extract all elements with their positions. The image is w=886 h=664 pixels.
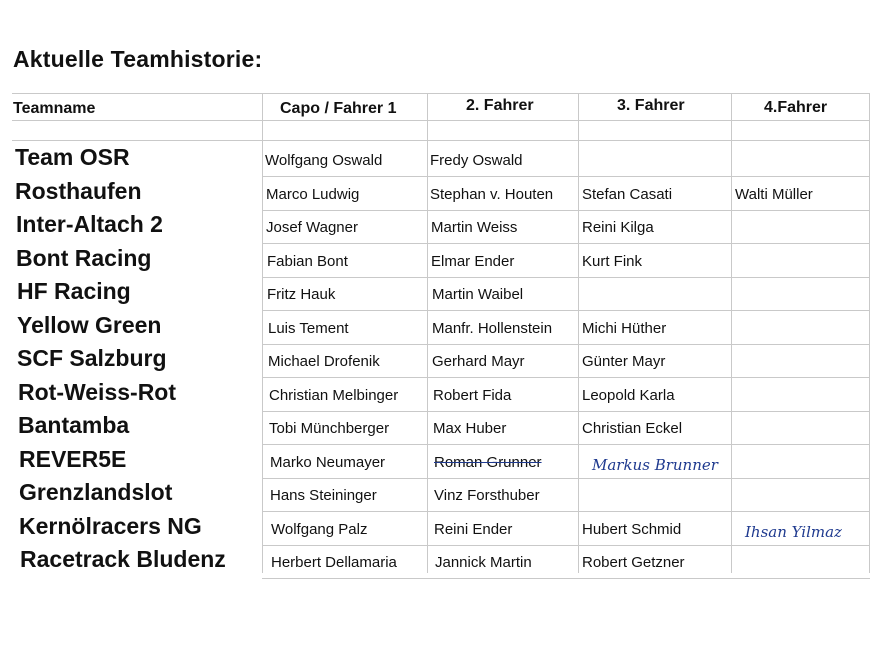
table-row bbox=[0, 414, 886, 447]
table-row bbox=[0, 448, 886, 481]
team-name: SCF Salzburg bbox=[17, 345, 167, 371]
team-name: Team OSR bbox=[15, 144, 130, 170]
driver-3-cell: Kurt Fink bbox=[582, 253, 643, 270]
team-name: Grenzlandslot bbox=[19, 479, 173, 505]
driver-1-cell: Marko Neumayer bbox=[270, 454, 386, 471]
header-fahrer-3: 3. Fahrer bbox=[617, 97, 685, 114]
driver-2-cell: Vinz Forsthuber bbox=[434, 487, 540, 504]
driver-3-cell: Reini Kilga bbox=[582, 219, 654, 236]
table-row bbox=[0, 180, 886, 213]
driver-1-cell: Fritz Hauk bbox=[267, 286, 336, 303]
driver-1-cell: Fabian Bont bbox=[267, 253, 348, 270]
driver-1-cell: Josef Wagner bbox=[266, 219, 358, 236]
driver-2-cell: Gerhard Mayr bbox=[432, 353, 525, 370]
driver-2-cell: Manfr. Hollenstein bbox=[432, 320, 553, 337]
driver-3-cell: Günter Mayr bbox=[582, 353, 666, 370]
driver-3-cell: Robert Getzner bbox=[582, 554, 685, 571]
driver-1-cell: Wolfgang Palz bbox=[271, 521, 368, 538]
table-row bbox=[0, 314, 886, 347]
driver-1-cell: Wolfgang Oswald bbox=[265, 152, 383, 169]
team-name: Bont Racing bbox=[16, 245, 152, 271]
team-name: Rot-Weiss-Rot bbox=[18, 379, 177, 405]
team-name: Rosthaufen bbox=[15, 178, 142, 204]
table-row bbox=[0, 247, 886, 280]
header-fahrer-1: Capo / Fahrer 1 bbox=[280, 100, 397, 117]
driver-2-cell: Stephan v. Houten bbox=[430, 186, 554, 203]
table-row bbox=[0, 481, 886, 514]
table-row bbox=[0, 515, 886, 548]
driver-2-cell: Jannick Martin bbox=[435, 554, 532, 571]
table-row bbox=[0, 280, 886, 313]
table-row bbox=[0, 213, 886, 246]
table-row bbox=[0, 146, 886, 179]
grid-line bbox=[12, 93, 870, 94]
grid-line bbox=[12, 140, 870, 141]
driver-1-cell: Christian Melbinger bbox=[269, 387, 399, 404]
team-name: Racetrack Bludenz bbox=[20, 546, 226, 572]
driver-3-cell: Stefan Casati bbox=[582, 186, 673, 203]
driver-3-cell: Christian Eckel bbox=[582, 420, 683, 437]
driver-1-cell: Hans Steininger bbox=[270, 487, 377, 504]
table-row bbox=[0, 381, 886, 414]
driver-2-cell: Max Huber bbox=[433, 420, 507, 437]
driver-1-cell: Luis Tement bbox=[268, 320, 349, 337]
table-row bbox=[0, 347, 886, 380]
driver-1-cell: Michael Drofenik bbox=[268, 353, 380, 370]
driver-3-cell: Hubert Schmid bbox=[582, 521, 682, 538]
driver-2-cell: Reini Ender bbox=[434, 521, 513, 538]
team-name: HF Racing bbox=[17, 278, 131, 304]
team-name: Yellow Green bbox=[17, 312, 162, 338]
driver-3-cell: Michi Hüther bbox=[582, 320, 667, 337]
driver-1-cell: Herbert Dellamaria bbox=[271, 554, 397, 571]
driver-2-cell: Roman Grunner bbox=[434, 454, 542, 471]
driver-2-cell: Robert Fida bbox=[433, 387, 512, 404]
header-fahrer-2: 2. Fahrer bbox=[466, 97, 534, 114]
driver-4-cell: Ihsan Yilmaz bbox=[745, 523, 842, 541]
grid-line bbox=[12, 120, 870, 121]
team-name: Kernölracers NG bbox=[19, 513, 202, 539]
header-fahrer-4: 4.Fahrer bbox=[764, 99, 828, 116]
driver-2-cell: Fredy Oswald bbox=[430, 152, 523, 169]
driver-2-cell: Martin Waibel bbox=[432, 286, 524, 303]
driver-4-cell: Walti Müller bbox=[735, 186, 813, 203]
team-name: Inter-Altach 2 bbox=[16, 211, 163, 237]
table-row bbox=[0, 548, 886, 581]
driver-3-cell: Markus Brunner bbox=[592, 456, 718, 474]
driver-1-cell: Tobi Münchberger bbox=[269, 420, 390, 437]
team-name: REVER5E bbox=[19, 446, 127, 472]
driver-2-cell: Elmar Ender bbox=[431, 253, 515, 270]
page-title: Aktuelle Teamhistorie: bbox=[13, 46, 263, 72]
driver-2-cell: Martin Weiss bbox=[431, 219, 518, 236]
team-name: Bantamba bbox=[18, 412, 130, 438]
header-teamname: Teamname bbox=[13, 100, 96, 117]
driver-1-cell: Marco Ludwig bbox=[266, 186, 360, 203]
driver-3-cell: Leopold Karla bbox=[582, 387, 675, 404]
